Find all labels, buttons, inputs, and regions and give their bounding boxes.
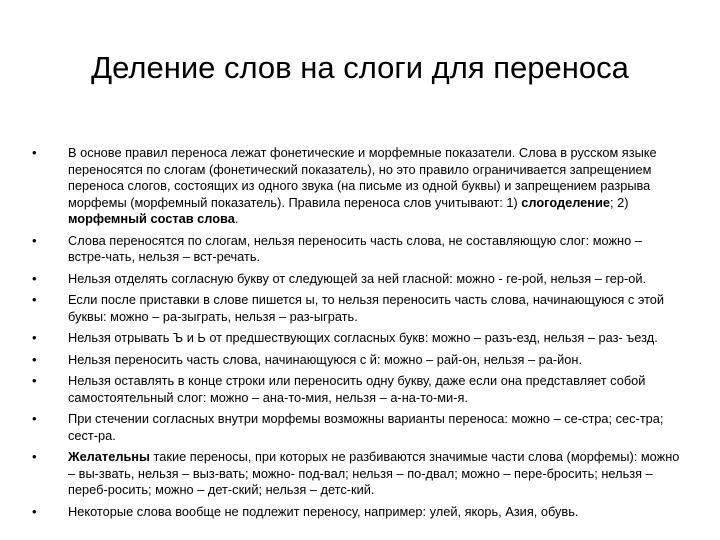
list-item-text <box>68 292 680 325</box>
list-item <box>30 352 680 369</box>
list-item <box>30 449 680 499</box>
bullet-marker: • <box>32 292 37 307</box>
text-run: Если после приставки в слове пишется ы, то нельзя переносить часть слова, начинающуюся с этой буквы: можно – ра-зыграть, нельзя – раз-ыграть. <box>68 292 665 324</box>
emphasis-text: слогоделение <box>521 194 611 210</box>
list-item <box>30 373 680 406</box>
bullet-list <box>30 145 680 525</box>
slide-title: Деление слов на слоги для переноса <box>91 50 629 85</box>
list-item-text <box>68 233 680 266</box>
bullet-marker: • <box>32 503 37 519</box>
emphasis-text: морфемный состав слова <box>68 211 235 226</box>
list-item-text <box>68 373 680 406</box>
text-run: Некоторые слова вообще не подлежит переносу, например: улей, якорь, Азия, обувь. <box>68 503 579 519</box>
list-item <box>30 271 680 288</box>
list-item-text <box>68 271 680 288</box>
emphasis-text: Желательны <box>68 449 150 464</box>
text-run: В основе правил переноса лежат фонетические и морфемные показатели. Слова в русском языке переносятся по слогам (фонетический показатель), но это правило ограничивается запрещением переноса слогов, состоящих из одного звука (на письме из одной буквы) и запрещением разрыва морфемы (морфемный показатель). Правила переноса слов учитывают: 1) <box>68 145 657 210</box>
text-run: Нельзя оставлять в конце строки или переносить одну букву, даже если она представляет собой самостоятельный слог: можно – ана-то-мия, нельзя – а-на-то-ми-я. <box>68 373 646 405</box>
bullet-marker: • <box>32 330 37 345</box>
list-item-text <box>68 504 680 521</box>
list-item-text <box>68 330 680 347</box>
list-item-text <box>68 145 680 228</box>
text-run: ; 2) <box>610 194 629 210</box>
list-item <box>30 504 680 521</box>
list-item-text <box>68 411 680 444</box>
bullet-marker: • <box>32 373 37 388</box>
list-item <box>30 233 680 266</box>
text-run: . <box>234 211 239 226</box>
text-run: При стечении согласных внутри морфемы возможны варианты переноса: можно – се-стра; сес-тра; сест-ра. <box>68 411 664 443</box>
bullet-marker: • <box>32 449 37 464</box>
list-item <box>30 330 680 347</box>
bullet-marker: • <box>32 351 37 367</box>
text-run: такие переносы, при которых не разбиваются значимые части слова (морфемы): можно – вы-звать, нельзя – выз-вать; можно- под-вал; нельзя – по-двал; можно – пере-бросить; нельзя – переб-росить; можно – дет-ский; нельзя – детс-кий. <box>68 449 680 497</box>
list-item <box>30 145 680 228</box>
bullet-marker: • <box>32 232 37 248</box>
text-run: Слова переносятся по слогам, нельзя переносить часть слова, не составляющую слог: можно – встре-чать, нельзя – вст-речать. <box>68 232 642 264</box>
text-run: Нельзя отрывать Ъ и Ь от предшествующих согласных букв: можно – разъ-езд, нельзя – раз- ъезд. <box>68 330 658 345</box>
list-item <box>30 292 680 325</box>
list-item-text <box>68 352 680 369</box>
list-item-text <box>68 449 680 499</box>
bullet-marker: • <box>32 145 37 160</box>
text-run: Нельзя отделять согласную букву от следующей за ней гласной: можно - ге-рой, нельзя – гер-ой. <box>68 270 647 286</box>
text-run: Нельзя переносить часть слова, начинающуюся с й: можно – рай-он, нельзя – ра-йон. <box>68 351 583 367</box>
bullet-marker: • <box>32 270 37 286</box>
bullet-marker: • <box>32 411 37 426</box>
list-item <box>30 411 680 444</box>
